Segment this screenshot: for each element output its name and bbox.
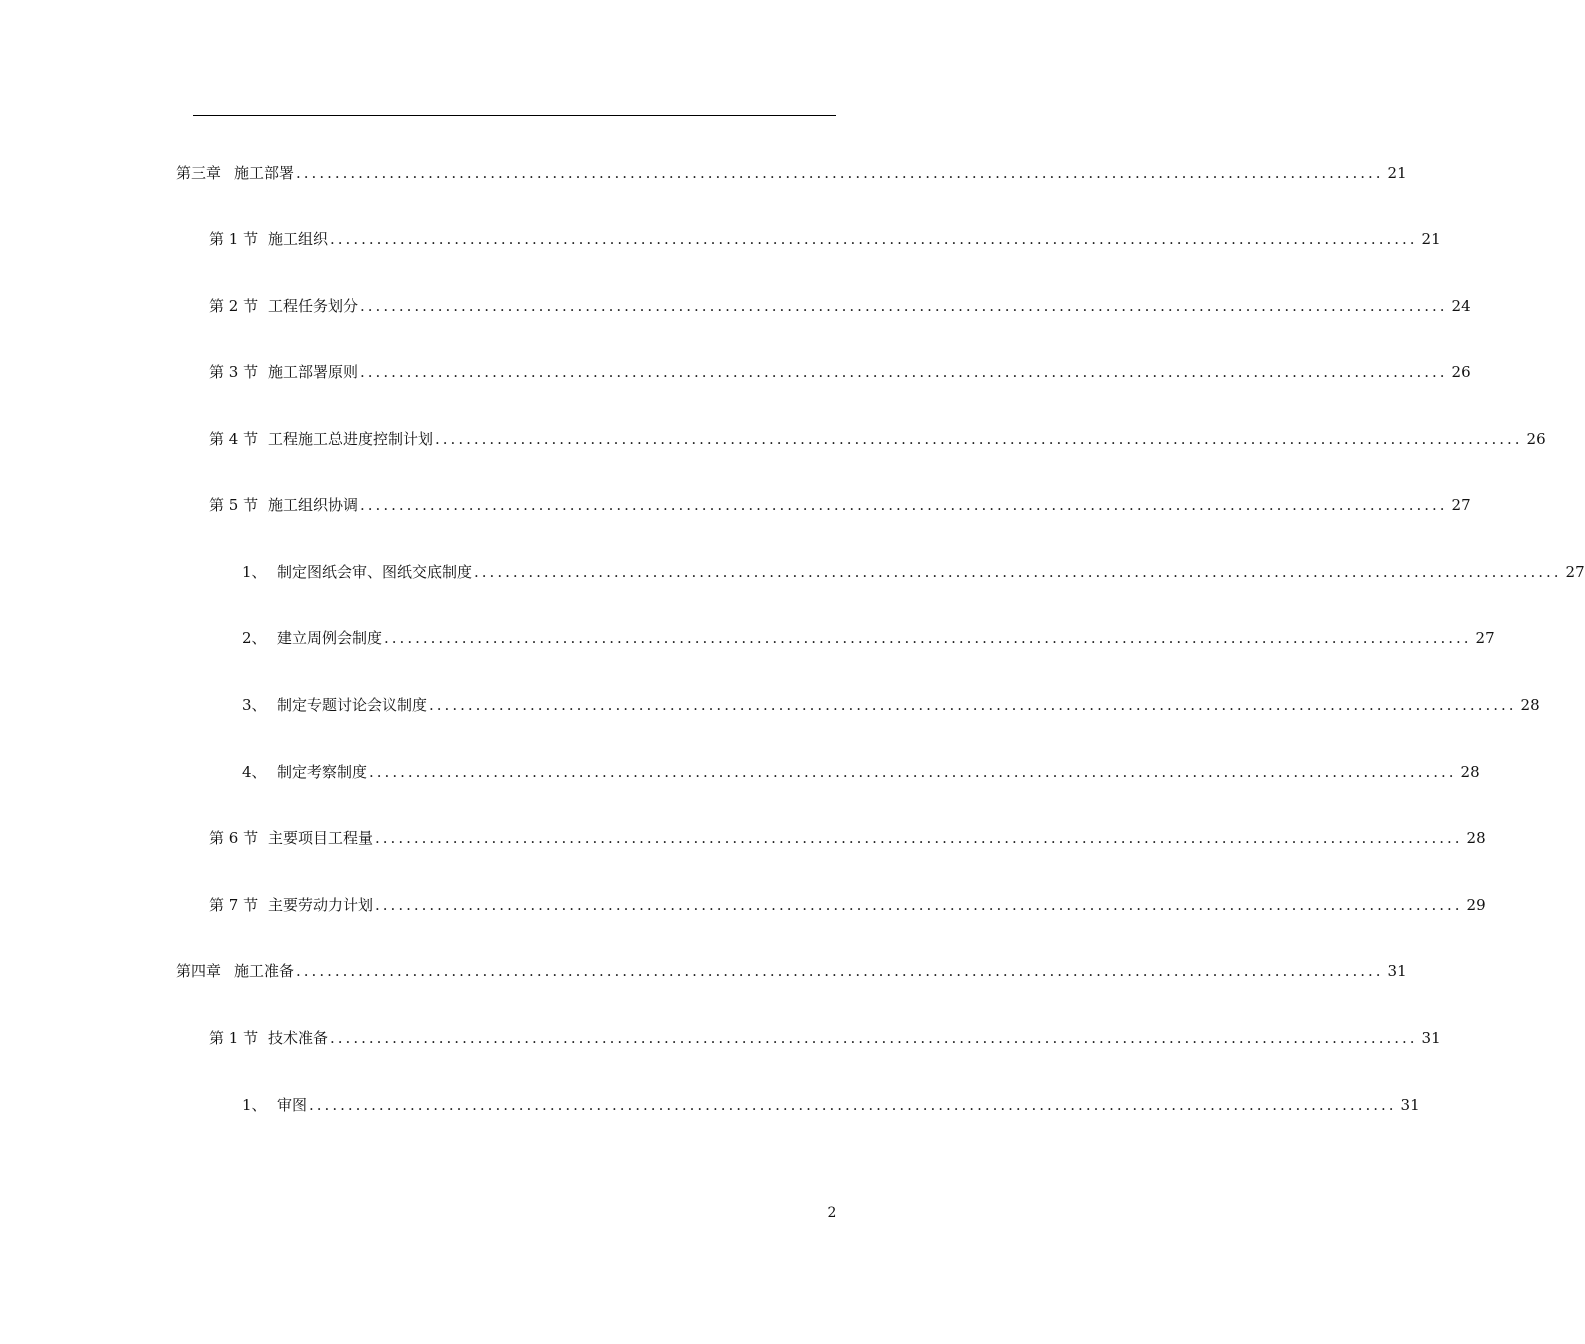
toc-entry-page: 31 — [1400, 1096, 1420, 1114]
toc-entry-subsection[interactable] — [242, 626, 1495, 650]
dot-leader: ............................................................................................................................................ — [375, 829, 1463, 847]
dot-leader: ............................................................................................................................................ — [360, 496, 1448, 514]
toc-entry-section[interactable] — [209, 227, 1441, 251]
toc-entry-subsection[interactable] — [242, 560, 1585, 584]
toc-entry-section[interactable] — [209, 893, 1486, 917]
toc-entry-number: 1、 — [242, 1096, 267, 1114]
toc-entry-page: 31 — [1421, 1029, 1441, 1047]
toc-entry-page: 27 — [1475, 629, 1495, 647]
dot-leader: ............................................................................................................................................ — [369, 763, 1457, 781]
toc-entry-page: 26 — [1526, 430, 1546, 448]
toc-entry-subsection[interactable] — [242, 693, 1540, 717]
toc-entry-title: 制定图纸会审、图纸交底制度 — [277, 563, 473, 581]
toc-entry-section[interactable] — [209, 427, 1546, 451]
toc-entry-number: 2、 — [242, 629, 267, 647]
toc-entry-page: 29 — [1466, 896, 1486, 914]
toc-entry-number: 1、 — [242, 563, 267, 581]
toc-entry-number: 第 1 节 — [209, 230, 259, 248]
toc-entry-title: 建立周例会制度 — [277, 629, 383, 647]
toc-entry-chapter-3[interactable] — [176, 161, 1407, 185]
toc-entry-number: 第 6 节 — [209, 829, 259, 847]
dot-leader: ............................................................................................................................................ — [435, 430, 1523, 448]
page-number: 2 — [827, 1205, 837, 1221]
toc-entry-page: 21 — [1387, 164, 1407, 182]
dot-leader: ............................................................................................................................................ — [375, 896, 1463, 914]
toc-entry-number: 第 4 节 — [209, 430, 259, 448]
toc-entry-title: 施工部署原则 — [268, 363, 359, 381]
toc-entry-title: 施工组织 — [268, 230, 329, 248]
toc-entry-page: 24 — [1451, 297, 1471, 315]
toc-entry-title: 技术准备 — [268, 1029, 329, 1047]
toc-entry-title: 施工准备 — [234, 962, 295, 980]
toc-entry-number: 第 1 节 — [209, 1029, 259, 1047]
toc-entry-page: 28 — [1460, 763, 1480, 781]
toc-entry-subsection[interactable] — [242, 1093, 1420, 1117]
toc-entry-section[interactable] — [209, 294, 1471, 318]
toc-entry-page: 31 — [1387, 962, 1407, 980]
toc-entry-title: 主要项目工程量 — [268, 829, 374, 847]
toc-entry-number: 第 7 节 — [209, 896, 259, 914]
dot-leader: ............................................................................................................................................ — [360, 297, 1448, 315]
dot-leader: ............................................................................................................................................ — [384, 629, 1472, 647]
toc-entry-number: 第 2 节 — [209, 297, 259, 315]
toc-entry-number: 第 5 节 — [209, 496, 259, 514]
toc-entry-page: 26 — [1451, 363, 1471, 381]
dot-leader: ............................................................................................................................................ — [296, 164, 1384, 182]
dot-leader: ............................................................................................................................................ — [330, 1029, 1418, 1047]
toc-entry-title: 施工部署 — [234, 164, 295, 182]
dot-leader: ............................................................................................................................................ — [296, 962, 1384, 980]
toc-entry-title: 工程施工总进度控制计划 — [268, 430, 434, 448]
toc-entry-page: 28 — [1520, 696, 1540, 714]
toc-entry-title: 施工组织协调 — [268, 496, 359, 514]
dot-leader: ............................................................................................................................................ — [330, 230, 1418, 248]
toc-entry-title: 审图 — [277, 1096, 308, 1114]
toc-entry-page: 27 — [1565, 563, 1585, 581]
toc-entry-number: 第 3 节 — [209, 363, 259, 381]
toc-entry-section[interactable] — [209, 1026, 1441, 1050]
toc-entry-subsection[interactable] — [242, 760, 1480, 784]
dot-leader: ............................................................................................................................................ — [309, 1096, 1397, 1114]
dot-leader: ............................................................................................................................................ — [474, 563, 1562, 581]
toc-entry-number: 3、 — [242, 696, 267, 714]
toc-entry-section[interactable] — [209, 360, 1471, 384]
toc-entry-section[interactable] — [209, 826, 1486, 850]
toc-entry-number: 第四章 — [176, 962, 222, 980]
toc-entry-number: 第三章 — [176, 164, 222, 182]
toc-entry-chapter-4[interactable] — [176, 959, 1407, 983]
toc-entry-page: 21 — [1421, 230, 1441, 248]
dot-leader: ............................................................................................................................................ — [360, 363, 1448, 381]
toc-entry-title: 制定考察制度 — [277, 763, 368, 781]
dot-leader: ............................................................................................................................................ — [429, 696, 1517, 714]
toc-entry-number: 4、 — [242, 763, 267, 781]
toc-entry-page: 27 — [1451, 496, 1471, 514]
toc-entry-page: 28 — [1466, 829, 1486, 847]
toc-entry-title: 主要劳动力计划 — [268, 896, 374, 914]
toc-entry-section[interactable] — [209, 493, 1471, 517]
toc-entry-title: 工程任务划分 — [268, 297, 359, 315]
toc-entry-title: 制定专题讨论会议制度 — [277, 696, 428, 714]
